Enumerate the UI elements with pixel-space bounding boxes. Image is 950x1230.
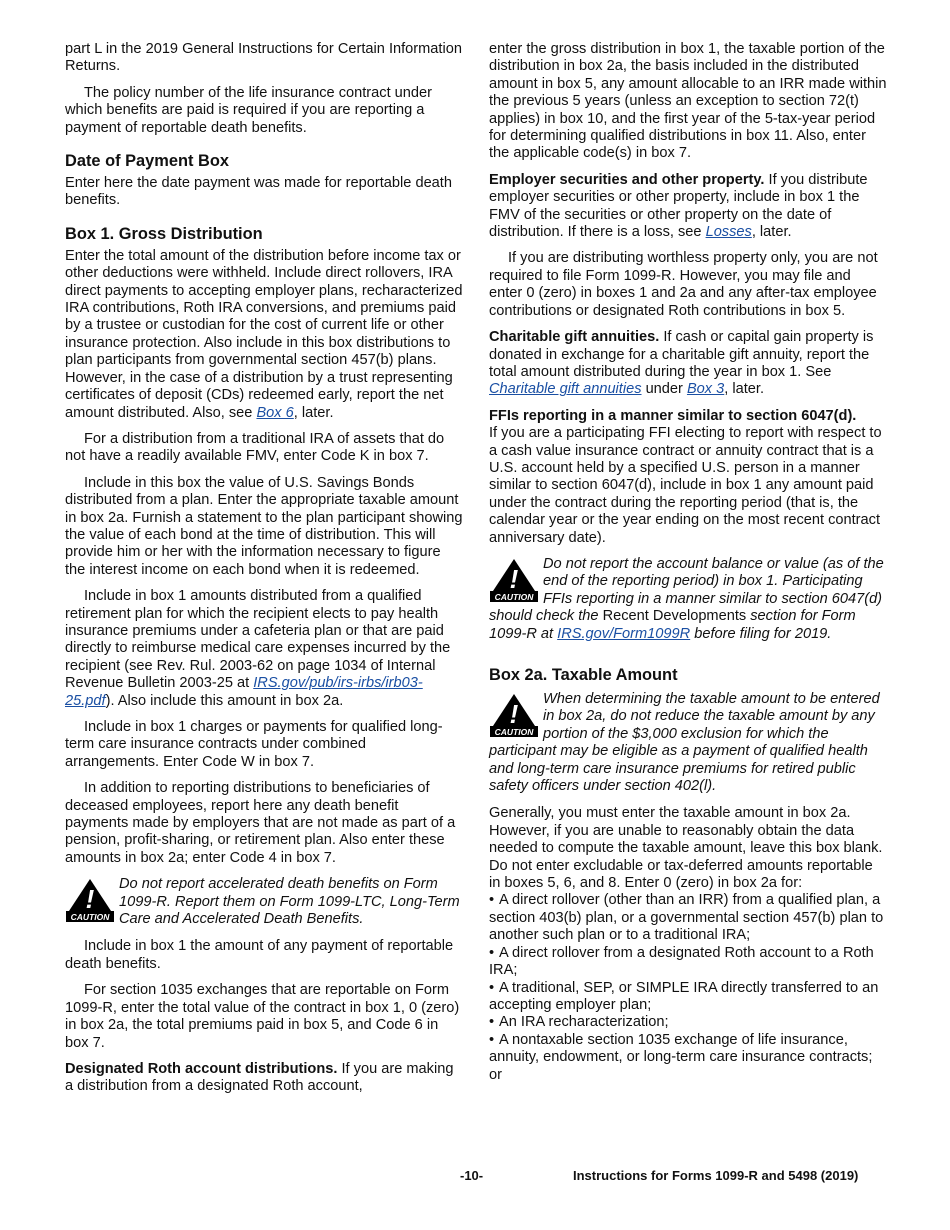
link-box6[interactable]: Box 6 <box>256 404 294 421</box>
list-item: • A traditional, SEP, or SIMPLE IRA directly transferred to an accepting employer plan; <box>489 979 879 1013</box>
list-item: • A nontaxable section 1035 exchange of life insurance, annuity, endowment, or long-term care insurance contracts; or <box>489 1031 873 1083</box>
caution-mark: ! <box>85 884 95 915</box>
footer-title: Instructions for Forms 1099-R and 5498 (2019) <box>573 1168 859 1183</box>
paragraph: If you are distributing worthless property only, you are not required to file Form 1099-R. However, you may file and enter 0 (zero) in boxes 1 and 2a and any after-tax employee contributions or designated Roth contributions in box 5. <box>489 250 878 319</box>
paragraph: enter the gross distribution in box 1, the taxable portion of the distribution in box 2a, the basis included in the distributed amount in box 5, any amount allocable to an IRR made within the previous 5 years (unless an exception to section 72(t) applies) in box 10, and the first year of the 5-tax-year period for determining qualified distributions in box 11. Also, enter the applicable code(s) in box 7. <box>489 41 887 162</box>
paragraph: Employer securities and other property. If you distribute employer securities or other property, include in box 1 the FMV of the securities or other property on the date of distribution. If there is a loss, see Losses, later. <box>489 171 868 241</box>
page-number: -10- <box>460 1168 484 1183</box>
paragraph: For a distribution from a traditional IRA of assets that do not have a readily available FMV, enter Code K in box 7. <box>65 430 445 465</box>
run-in-heading: Charitable gift annuities. <box>489 329 660 346</box>
right-column <box>489 41 887 1084</box>
bullet-list <box>489 892 887 1083</box>
list-item: • A direct rollover from a designated Roth account to a Roth IRA; <box>489 944 874 979</box>
list-item: • An IRA recharacterization; <box>489 1014 669 1031</box>
heading-box1: Box 1. Gross Distribution <box>65 224 263 243</box>
caution-icon <box>489 693 539 737</box>
caution-text: When determining the taxable amount to be entered in box 2a, do not reduce the taxable amount by any portion of the $3,000 exclusion for which the participant may be eligible as a payment of qualified health and long-term care insurance premiums for retired public safety officers under section 402(l). <box>489 691 880 795</box>
paragraph: Enter the total amount of the distribution before income tax or other deductions were withheld. Include direct rollovers, IRA direct payments to accepting employer plans, recharacterized IRA contributions, Roth IRA conversions, and premiums paid by a trustee or custodian for the cost of current life or other insurance protection. Also include in this box distributions to plan participants from governmental section 457(b) plans. However, in the case of a distribution by a trust representing certificates of deposit (CDs) redeemed early, report the net amount distributed. Also, see Box 6, later. <box>65 247 463 421</box>
paragraph: Include in box 1 charges or payments for qualified long-term care insurance contracts under combined arrangements. Enter Code W in box 7. <box>65 719 443 770</box>
paragraph: part L in the 2019 General Instructions for Certain Information Returns. <box>65 41 462 75</box>
caution-text: Do not report accelerated death benefits on Form 1099-R. Report them on Form 1099-LTC, Long-Term Care and Accelerated Death Benefits. <box>119 876 460 928</box>
caution-mark: ! <box>509 699 519 729</box>
caution-label: CAUTION <box>494 591 534 602</box>
caution-mark: ! <box>509 563 519 594</box>
left-column <box>65 41 463 1105</box>
link-box3[interactable]: Box 3 <box>686 381 725 398</box>
paragraph: Include in box 1 amounts distributed from a qualified retirement plan for which the recipient elects to pay health insurance premiums under a cafeteria plan or that are paid directly to reimburse medical care expenses incurred by the recipient (see Rev. Rul. 2003-62 on page 1034 of Internal Revenue Bulletin 2003-25 at IRS.gov/pub/irs-irbs/irb03-25.pdf). Also include this amount in box 2a. <box>65 588 451 709</box>
run-in-heading: Designated Roth account distributions. <box>65 1060 338 1077</box>
paragraph: Generally, you must enter the taxable amount in box 2a. However, if you are unable to reasonably obtain the data needed to compute the taxable amount, leave this box blank. Do not enter excludable or tax-deferred amounts reportable in boxes 5, 6, and 8. Enter 0 (zero) in box 2a for: <box>489 805 883 892</box>
paragraph: FFIs reporting in a manner similar to section 6047(d). If you are a participating FFI electing to report with respect to a cash value insurance contract or annuity contract that is a U.S. account held by a specified U.S. person in a manner similar to section 6047(d), include in box 1 any amount paid under the contract during the reporting period (that is, the calendar year or the year ending on the most recent contract anniversary date). <box>489 407 882 546</box>
caution-note <box>489 691 887 795</box>
caution-note <box>489 556 887 643</box>
run-in-heading: Employer securities and other property. <box>489 171 765 188</box>
list-item: • A direct rollover (other than an IRR) from a qualified plan, a section 403(b) plan, or a governmental section 457(b) plan to another such plan or to a traditional IRA; <box>489 892 884 944</box>
link-losses[interactable]: Losses <box>705 224 752 241</box>
run-in-heading: FFIs reporting in a manner similar to section 6047(d). <box>489 407 857 424</box>
paragraph: In addition to reporting distributions to beneficiaries of deceased employees, report here any death benefit payments made by employers that are not made as part of a pension, profit-sharing, or retirement plan. Also enter these amounts in box 2a; enter Code 4 in box 7. <box>65 780 456 866</box>
caution-icon <box>65 878 115 922</box>
caution-text: Do not report the account balance or value (as of the end of the reporting period) in box 1. Participating FFIs reporting in a manner similar to section 6047(d) should check the Recent Developments section for Form 1099-R at IRS.gov/Form1099R before filing for 2019. <box>489 555 884 642</box>
paragraph: Designated Roth account distributions. If you are making a distribution from a designated Roth account, <box>65 1060 454 1095</box>
caution-label: CAUTION <box>494 727 534 737</box>
paragraph: Enter here the date payment was made for reportable death benefits. <box>65 175 452 209</box>
paragraph: Include in this box the value of U.S. Savings Bonds distributed from a plan. Enter the appropriate taxable amount in box 2a. Furnish a statement to the plan participant showing the value of each bond at the time of distribution. This will provide him or her with the information necessary to figure the interest income on each bond when it is redeemed. <box>65 474 463 578</box>
paragraph: The policy number of the life insurance contract under which benefits are paid is required if you are reporting a payment of reportable death benefits. <box>65 84 433 136</box>
link-form1099r[interactable]: IRS.gov/Form1099R <box>557 625 691 642</box>
caution-note <box>65 876 463 928</box>
paragraph: Charitable gift annuities. If cash or capital gain property is donated in exchange for a charitable gift annuity, report the total amount distributed during the year in box 1. See Charitable gift annuities under Box 3, later. <box>489 329 874 398</box>
paragraph: Include in box 1 the amount of any payment of reportable death benefits. <box>65 938 454 972</box>
heading-date-of-payment: Date of Payment Box <box>65 152 229 171</box>
link-irb03-25[interactable]: IRS.gov/pub/irs-irbs/irb03-25.pdf <box>65 675 423 709</box>
link-charitable-gift-annuities[interactable]: Charitable gift annuities <box>489 381 642 398</box>
heading-box2a: Box 2a. Taxable Amount <box>489 666 678 684</box>
caution-icon <box>489 558 539 602</box>
caution-label: CAUTION <box>70 912 110 923</box>
paragraph: For section 1035 exchanges that are reportable on Form 1099-R, enter the total value of the contract in box 1, 0 (zero) in box 2a, the total premiums paid in box 5, and Code 6 in box 7. <box>65 982 460 1051</box>
